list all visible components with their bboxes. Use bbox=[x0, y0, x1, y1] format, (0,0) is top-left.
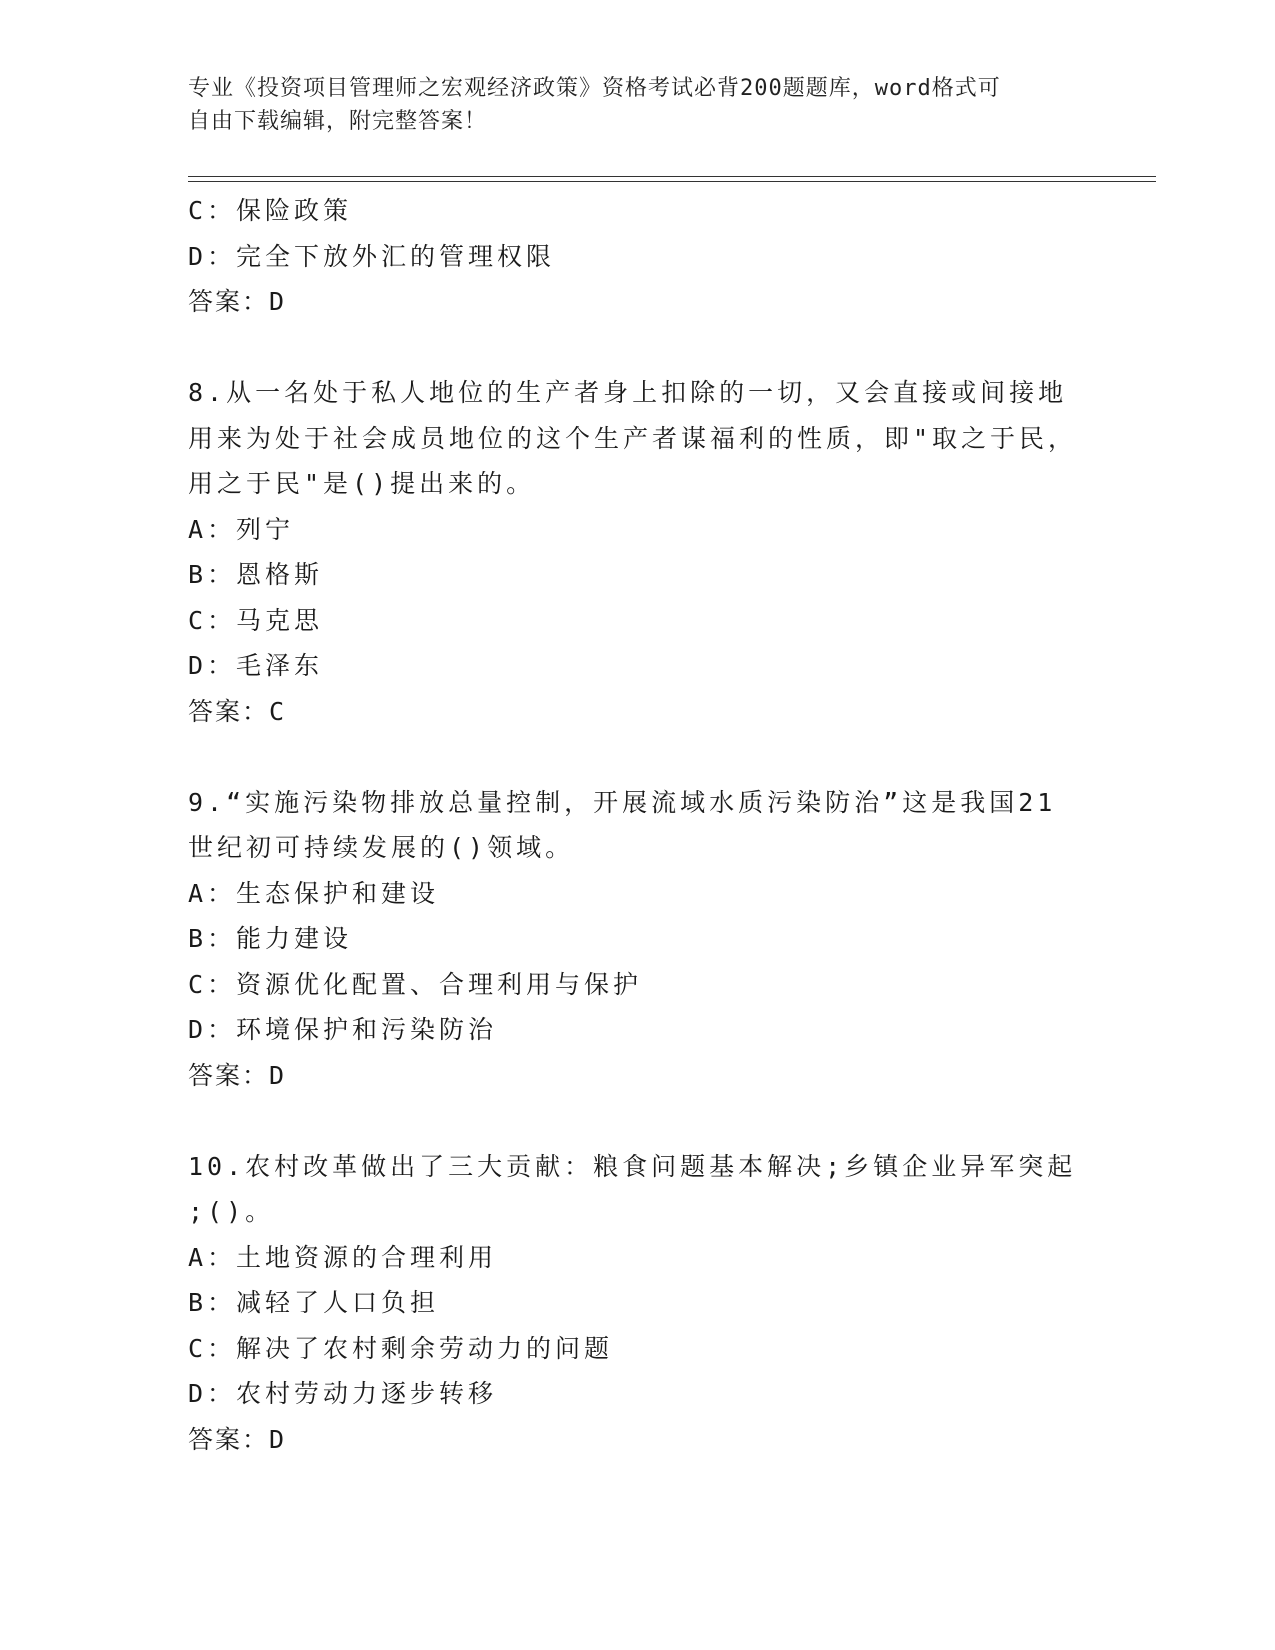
question-line: 用之于民"是()提出来的。 bbox=[188, 469, 536, 498]
question-line: 10.农村改革做出了三大贡献：粮食问题基本解决;乡镇企业异军突起 bbox=[188, 1151, 1077, 1181]
answer-line: 答案：D bbox=[188, 1424, 287, 1454]
option-c: C：马克思 bbox=[188, 605, 324, 635]
question-line: 用来为处于社会成员地位的这个生产者谋福利的性质，即"取之于民， bbox=[188, 423, 1078, 453]
option-d: D：环境保护和污染防治 bbox=[188, 1015, 498, 1044]
option-a: A：土地资源的合理利用 bbox=[188, 1242, 498, 1272]
option-c: C：资源优化配置、合理利用与保护 bbox=[188, 969, 643, 999]
question-line: ;()。 bbox=[188, 1197, 275, 1226]
option-b: B：减轻了人口负担 bbox=[188, 1288, 440, 1317]
spacer bbox=[188, 734, 1088, 780]
option-d: D：农村劳动力逐步转移 bbox=[188, 1379, 498, 1408]
question-line: 8.从一名处于私人地位的生产者身上扣除的一切，又会直接或间接地 bbox=[188, 378, 1068, 407]
header-line-1: 专业《投资项目管理师之宏观经济政策》资格考试必背200题题库，word格式可 bbox=[188, 76, 1001, 101]
header-divider-bottom bbox=[188, 181, 1156, 182]
option-d: D：毛泽东 bbox=[188, 651, 324, 680]
option-a: A：列宁 bbox=[188, 514, 295, 544]
answer-line: 答案：C bbox=[188, 696, 287, 726]
question-8-text bbox=[188, 370, 1088, 507]
spacer bbox=[188, 325, 1088, 371]
answer-line: 答案：D bbox=[188, 1060, 287, 1090]
option-c: C：保险政策 bbox=[188, 196, 353, 225]
question-line: 9.“实施污染物排放总量控制，开展流域水质污染防治”这是我国21 bbox=[188, 787, 1057, 817]
question-10-text bbox=[188, 1144, 1088, 1235]
header-divider-top bbox=[188, 176, 1156, 177]
document-header bbox=[188, 72, 1068, 138]
spacer bbox=[188, 1098, 1088, 1144]
question-content bbox=[188, 188, 1088, 1462]
question-line: 世纪初可持续发展的()领域。 bbox=[188, 833, 575, 862]
question-9-text bbox=[188, 780, 1088, 871]
option-d: D：完全下放外汇的管理权限 bbox=[188, 241, 556, 271]
option-a: A：生态保护和建设 bbox=[188, 878, 440, 908]
header-line-2: 自由下载编辑，附完整答案！ bbox=[188, 109, 488, 134]
answer-line: 答案：D bbox=[188, 287, 287, 316]
option-b: B：恩格斯 bbox=[188, 560, 324, 589]
option-c: C：解决了农村剩余劳动力的问题 bbox=[188, 1333, 614, 1363]
option-b: B：能力建设 bbox=[188, 924, 353, 953]
